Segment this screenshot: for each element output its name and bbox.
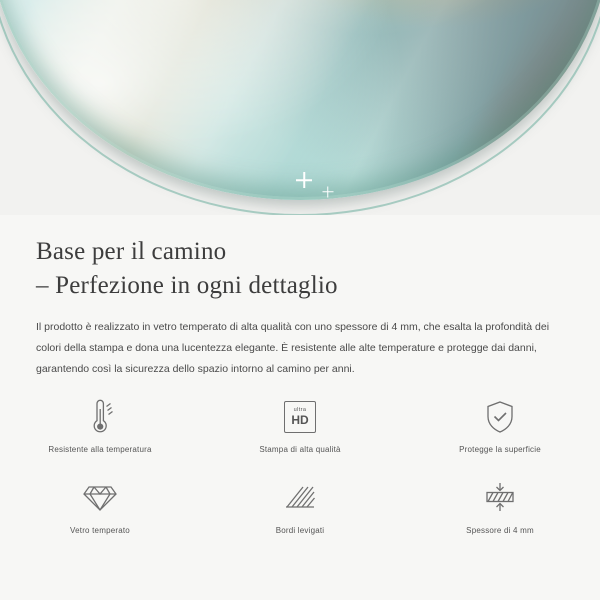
thickness-arrows-icon [481, 477, 519, 519]
feature-label: Stampa di alta qualità [259, 445, 341, 454]
polished-edges-icon [281, 477, 319, 519]
feature-item-temperature [0, 396, 200, 471]
diamond-icon [81, 477, 119, 519]
feature-label: Vetro temperato [70, 526, 130, 535]
feature-label: Spessore di 4 mm [466, 526, 534, 535]
feature-item-tempered-glass [0, 477, 200, 552]
feature-item-thickness [400, 477, 600, 552]
thermometer-icon [83, 396, 117, 438]
feature-item-polished-edges [200, 477, 400, 552]
text-content [0, 215, 600, 380]
feature-item-surface-protection [400, 396, 600, 471]
shield-check-icon [483, 396, 517, 438]
feature-label: Bordi levigati [275, 526, 325, 535]
body-paragraph: Il prodotto è realizzato in vetro temperato di alta qualità con uno spessore di 4 mm, che esalta la profondità dei colori della stampa e dona una lucentezza elegante. È resistente alle alte temperature e protegge dai danni, garantendo così la sicurezza dello spazio intorno al camino per anni. [36, 320, 550, 375]
ultra-hd-icon [284, 396, 316, 438]
ultra-hd-badge-bottom: HD [291, 413, 309, 428]
glass-plate-image [0, 0, 600, 200]
headline-line-1: Base per il camino [36, 238, 227, 265]
ultra-hd-badge-top: ultra [293, 406, 307, 413]
feature-item-print-quality [200, 396, 400, 471]
hero-image [0, 0, 600, 215]
feature-label: Protegge la superficie [459, 445, 541, 454]
feature-label: Resistente alla temperatura [48, 445, 152, 454]
page-title [0, 215, 600, 303]
footer-strip [0, 582, 600, 600]
headline-line-2: – Perfezione in ogni dettaglio [36, 271, 338, 299]
feature-grid [0, 396, 600, 552]
